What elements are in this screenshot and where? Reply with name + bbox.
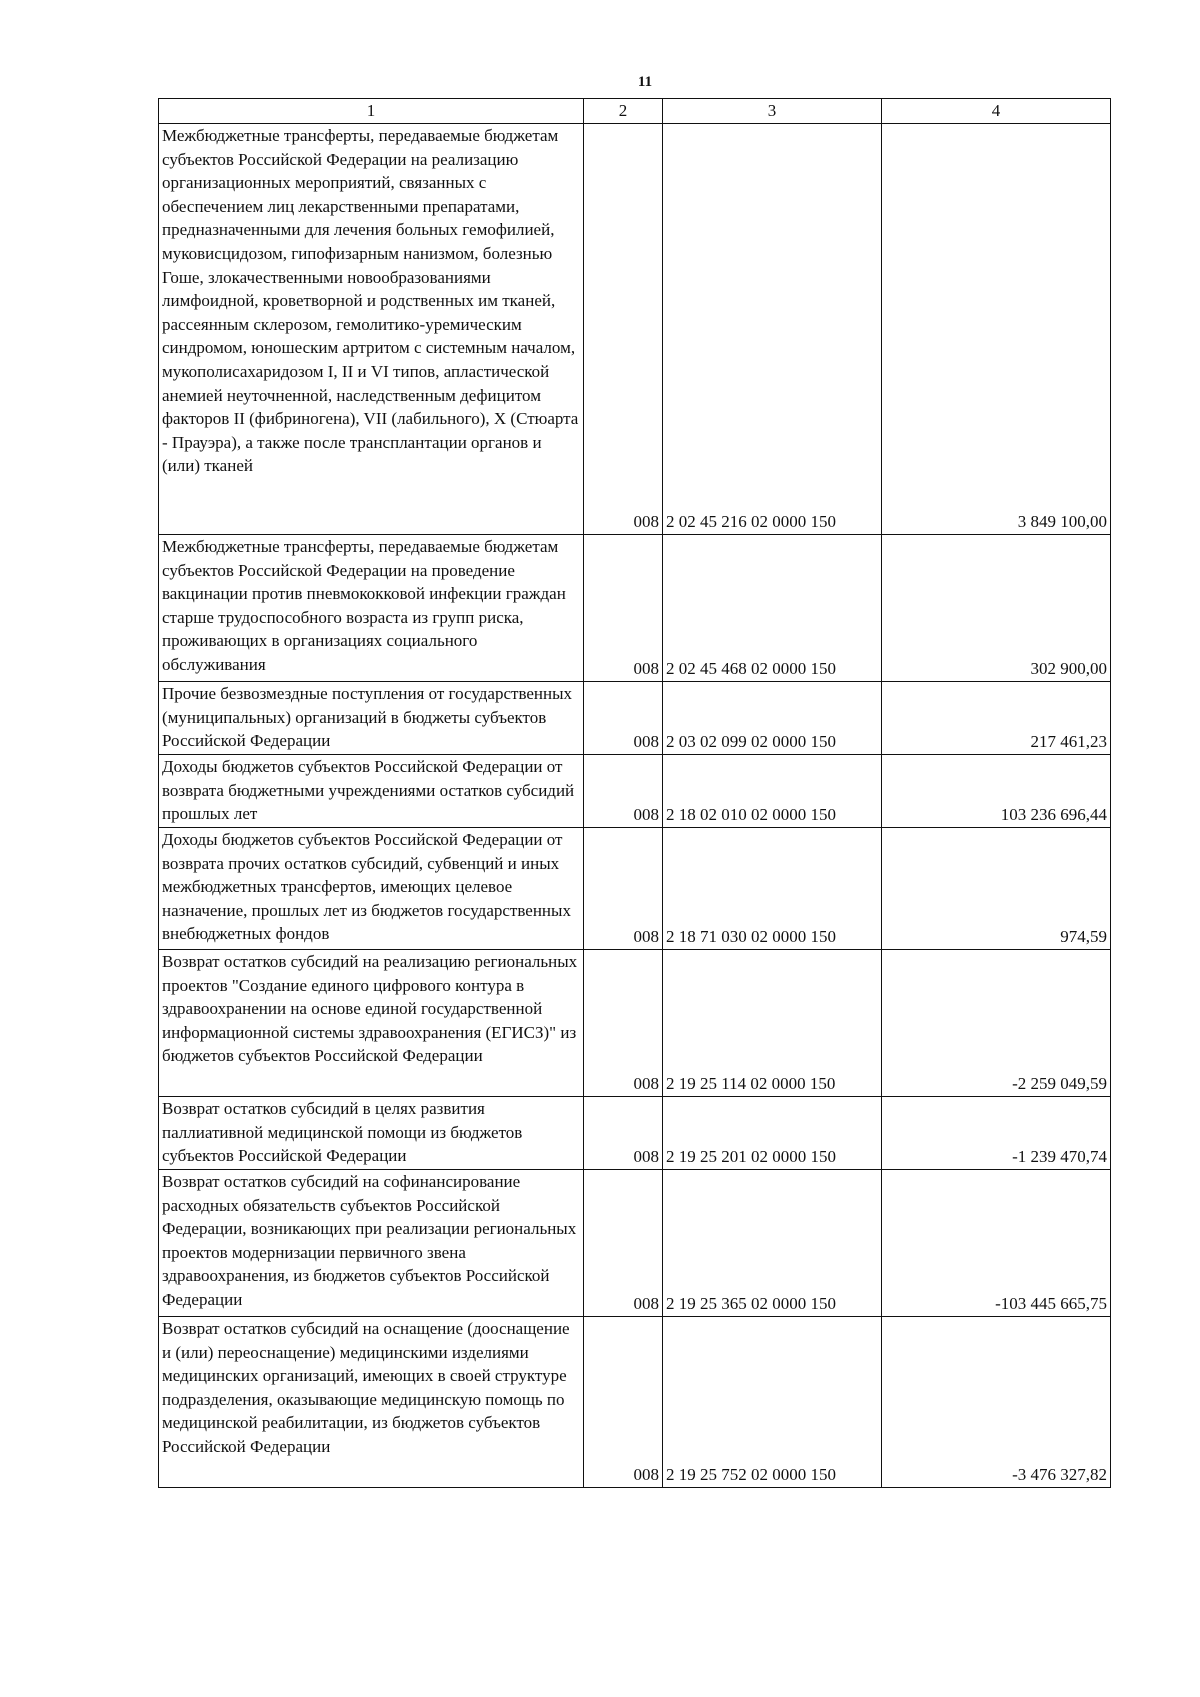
row-amount: -2 259 049,59	[882, 950, 1111, 1097]
column-header-1: 1	[159, 99, 584, 124]
row-description: Прочие безвозмездные поступления от государственных (муниципальных) организаций в бюджеты субъектов Российской Федерации	[159, 682, 584, 755]
row-description: Доходы бюджетов субъектов Российской Федерации от возврата прочих остатков субсидий, субвенций и иных межбюджетных трансфертов, имеющих целевое назначение, прошлых лет из бюджетов государственных внебюджетных фондов	[159, 828, 584, 950]
row-budget-code: 2 02 45 216 02 0000 150	[663, 124, 882, 535]
row-description: Возврат остатков субсидий на софинансирование расходных обязательств субъектов Российской Федерации, возникающих при реализации региональных проектов модернизации первичного звена здравоохранения, из бюджетов субъектов Российской Федерации	[159, 1170, 584, 1317]
table-row	[159, 1170, 1111, 1317]
row-budget-code: 2 18 02 010 02 0000 150	[663, 755, 882, 828]
table-header-row	[159, 99, 1111, 124]
row-admin-code: 008	[584, 1317, 663, 1488]
row-budget-code: 2 18 71 030 02 0000 150	[663, 828, 882, 950]
row-amount: -1 239 470,74	[882, 1097, 1111, 1170]
row-admin-code: 008	[584, 755, 663, 828]
page-number: 11	[637, 74, 653, 90]
table-row	[159, 1317, 1111, 1488]
table-row	[159, 535, 1111, 682]
row-description: Возврат остатков субсидий на оснащение (дооснащение и (или) переоснащение) медицинскими изделиями медицинских организаций, имеющих в своей структуре подразделения, оказывающие медицинскую помощь по медицинской реабилитации, из бюджетов субъектов Российской Федерации	[159, 1317, 584, 1488]
row-budget-code: 2 19 25 752 02 0000 150	[663, 1317, 882, 1488]
table-row	[159, 755, 1111, 828]
row-amount: 217 461,23	[882, 682, 1111, 755]
row-description: Межбюджетные трансферты, передаваемые бюджетам субъектов Российской Федерации на проведение вакцинации против пневмококковой инфекции граждан старше трудоспособного возраста из групп риска, проживающих в организациях социального обслуживания	[159, 535, 584, 682]
row-budget-code: 2 02 45 468 02 0000 150	[663, 535, 882, 682]
row-amount: 103 236 696,44	[882, 755, 1111, 828]
row-amount: -3 476 327,82	[882, 1317, 1111, 1488]
column-header-4: 4	[882, 99, 1111, 124]
row-budget-code: 2 19 25 201 02 0000 150	[663, 1097, 882, 1170]
row-admin-code: 008	[584, 1170, 663, 1317]
row-amount: 974,59	[882, 828, 1111, 950]
column-header-3: 3	[663, 99, 882, 124]
row-description: Доходы бюджетов субъектов Российской Федерации от возврата бюджетными учреждениями остатков субсидий прошлых лет	[159, 755, 584, 828]
row-admin-code: 008	[584, 124, 663, 535]
row-admin-code: 008	[584, 535, 663, 682]
row-description: Возврат остатков субсидий на реализацию региональных проектов "Создание единого цифрового контура в здравоохранении на основе единой государственной информационной системы здравоохранения (ЕГИСЗ)" из бюджетов субъектов Российской Федерации	[159, 950, 584, 1097]
table-row	[159, 950, 1111, 1097]
table-row	[159, 828, 1111, 950]
row-amount: 3 849 100,00	[882, 124, 1111, 535]
row-admin-code: 008	[584, 682, 663, 755]
row-amount: 302 900,00	[882, 535, 1111, 682]
row-amount: -103 445 665,75	[882, 1170, 1111, 1317]
table-row	[159, 1097, 1111, 1170]
budget-revenue-table	[158, 98, 1111, 1488]
row-admin-code: 008	[584, 950, 663, 1097]
row-budget-code: 2 03 02 099 02 0000 150	[663, 682, 882, 755]
row-description: Возврат остатков субсидий в целях развития паллиативной медицинской помощи из бюджетов субъектов Российской Федерации	[159, 1097, 584, 1170]
table-row	[159, 124, 1111, 535]
column-header-2: 2	[584, 99, 663, 124]
table-row	[159, 682, 1111, 755]
row-budget-code: 2 19 25 114 02 0000 150	[663, 950, 882, 1097]
row-admin-code: 008	[584, 828, 663, 950]
row-admin-code: 008	[584, 1097, 663, 1170]
row-description: Межбюджетные трансферты, передаваемые бюджетам субъектов Российской Федерации на реализацию организационных мероприятий, связанных с обеспечением лиц лекарственными препаратами, предназначенными для лечения больных гемофилией, муковисцидозом, гипофизарным нанизмом, болезнью Гоше, злокачественными новообразованиями лимфоидной, кроветворной и родственных им тканей, рассеянным склерозом, гемолитико-уремическим синдромом, юношеским артритом с системным началом, мукополисахаридозом I, II и VI типов, апластической анемией неуточненной, наследственным дефицитом факторов II (фибриногена), VII (лабильного), X (Стюарта - Прауэра), а также после трансплантации органов и (или) тканей	[159, 124, 584, 535]
row-budget-code: 2 19 25 365 02 0000 150	[663, 1170, 882, 1317]
